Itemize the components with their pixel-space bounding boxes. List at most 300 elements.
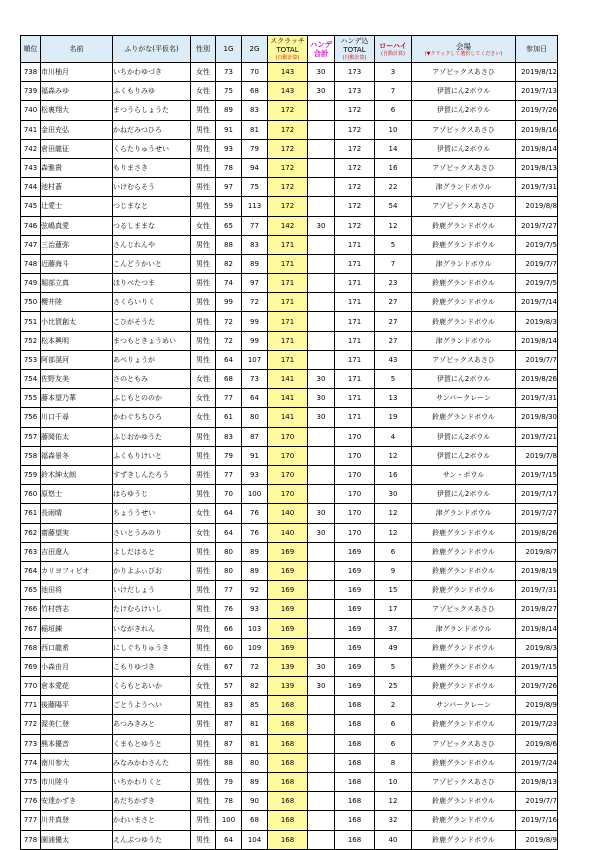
cell-rank: 767 [21, 619, 41, 638]
cell-venue[interactable]: 鈴鹿グランドボウル [412, 677, 516, 696]
cell-game2: 89 [242, 542, 268, 561]
cell-handicap-total: 168 [335, 830, 375, 849]
cell-date: 2019/8/19 [516, 561, 558, 580]
cell-venue[interactable]: 津グランドボウル [412, 331, 516, 350]
cell-date: 2019/7/26 [516, 101, 558, 120]
cell-name: 園浦優太 [41, 830, 113, 849]
cell-rank: 738 [21, 63, 41, 82]
cell-lowhigh: 30 [375, 485, 412, 504]
cell-scratch-total: 141 [268, 370, 308, 389]
cell-handicap-total: 170 [335, 427, 375, 446]
cell-rank: 777 [21, 811, 41, 830]
cell-game2: 82 [242, 677, 268, 696]
cell-scratch-total: 168 [268, 715, 308, 734]
cell-kana: かりよふぃびお [113, 561, 191, 580]
cell-game1: 70 [216, 485, 242, 504]
cell-rank: 763 [21, 542, 41, 561]
cell-handicap-total: 170 [335, 446, 375, 465]
cell-rank: 778 [21, 830, 41, 849]
cell-handicap [308, 485, 335, 504]
cell-sex: 男性 [191, 753, 216, 772]
cell-name: 倉本愛花 [41, 677, 113, 696]
cell-sex: 女性 [191, 216, 216, 235]
cell-venue[interactable]: サンバークレーン [412, 389, 516, 408]
cell-lowhigh: 16 [375, 158, 412, 177]
cell-venue[interactable]: 伊賀にん2ボウル [412, 446, 516, 465]
cell-handicap [308, 772, 335, 791]
cell-venue[interactable]: 津グランドボウル [412, 504, 516, 523]
cell-name: 藤岡佑太 [41, 427, 113, 446]
cell-date: 2019/8/3 [516, 312, 558, 331]
cell-lowhigh: 27 [375, 293, 412, 312]
table-row [21, 101, 558, 120]
cell-sex: 男性 [191, 619, 216, 638]
cell-game1: 77 [216, 465, 242, 484]
cell-name: 小森由月 [41, 657, 113, 676]
cell-handicap-total: 169 [335, 581, 375, 600]
cell-game2: 83 [242, 235, 268, 254]
table-row [21, 830, 558, 849]
cell-date: 2019/7/17 [516, 485, 558, 504]
cell-scratch-total: 168 [268, 734, 308, 753]
table-row [21, 63, 558, 82]
cell-handicap-total: 168 [335, 696, 375, 715]
cell-name: 福森景冬 [41, 446, 113, 465]
cell-handicap-total: 170 [335, 504, 375, 523]
cell-handicap [308, 101, 335, 120]
cell-sex: 男性 [191, 446, 216, 465]
cell-scratch-total: 172 [268, 178, 308, 197]
cell-venue[interactable]: 鈴鹿グランドボウル [412, 830, 516, 849]
cell-rank: 741 [21, 120, 41, 139]
cell-handicap-total: 171 [335, 293, 375, 312]
cell-kana: くまもとゆうと [113, 734, 191, 753]
table-row [21, 158, 558, 177]
cell-sex: 男性 [191, 139, 216, 158]
cell-scratch-total: 139 [268, 657, 308, 676]
cell-handicap-total: 169 [335, 619, 375, 638]
cell-handicap [308, 619, 335, 638]
cell-handicap [308, 235, 335, 254]
cell-rank: 744 [21, 178, 41, 197]
cell-venue[interactable]: 鈴鹿グランドボウル [412, 293, 516, 312]
cell-venue[interactable]: 鈴鹿グランドボウル [412, 657, 516, 676]
cell-handicap [308, 542, 335, 561]
cell-lowhigh: 7 [375, 254, 412, 273]
cell-name: 稲垣錬 [41, 619, 113, 638]
cell-game2: 107 [242, 350, 268, 369]
cell-kana: いけだしょう [113, 581, 191, 600]
cell-handicap [308, 446, 335, 465]
cell-venue[interactable]: サン・ボウル [412, 465, 516, 484]
cell-venue[interactable]: 伊賀にん2ボウル [412, 370, 516, 389]
cell-name: 市川柚月 [41, 63, 113, 82]
cell-venue[interactable]: アゾピックスあさひ [412, 350, 516, 369]
cell-game2: 87 [242, 427, 268, 446]
cell-handicap [308, 792, 335, 811]
cell-handicap-total: 169 [335, 600, 375, 619]
cell-rank: 742 [21, 139, 41, 158]
cell-rank: 768 [21, 638, 41, 657]
cell-venue[interactable]: 伊賀にん2ボウル [412, 485, 516, 504]
cell-name: 吉田遼人 [41, 542, 113, 561]
cell-game2: 97 [242, 274, 268, 293]
cell-scratch-total: 172 [268, 120, 308, 139]
cell-name: 鈴木紳太朗 [41, 465, 113, 484]
cell-date: 2019/7/13 [516, 82, 558, 101]
table-row [21, 600, 558, 619]
cell-lowhigh: 37 [375, 619, 412, 638]
cell-date: 2019/7/7 [516, 254, 558, 273]
cell-venue[interactable]: 鈴鹿グランドボウル [412, 581, 516, 600]
table-row [21, 82, 558, 101]
cell-venue[interactable]: 鈴鹿グランドボウル [412, 638, 516, 657]
cell-rank: 739 [21, 82, 41, 101]
cell-scratch-total: 170 [268, 446, 308, 465]
cell-handicap-total: 171 [335, 254, 375, 273]
table-row [21, 734, 558, 753]
cell-kana: よしだはると [113, 542, 191, 561]
cell-scratch-total: 170 [268, 485, 308, 504]
cell-rank: 747 [21, 235, 41, 254]
cell-venue[interactable]: アゾピックスあさひ [412, 120, 516, 139]
cell-game1: 75 [216, 82, 242, 101]
header-htotal-note: (自動計算) [342, 55, 367, 61]
cell-venue[interactable]: アゾピックスあさひ [412, 734, 516, 753]
cell-name: 渥美仁登 [41, 715, 113, 734]
cell-venue[interactable]: 津グランドボウル [412, 619, 516, 638]
cell-sex: 男性 [191, 101, 216, 120]
cell-handicap-total: 171 [335, 350, 375, 369]
cell-venue[interactable]: 鈴鹿グランドボウル [412, 523, 516, 542]
cell-lowhigh: 25 [375, 677, 412, 696]
cell-lowhigh: 40 [375, 830, 412, 849]
cell-lowhigh: 9 [375, 561, 412, 580]
cell-game1: 100 [216, 811, 242, 830]
cell-handicap-total: 169 [335, 657, 375, 676]
cell-game2: 91 [242, 446, 268, 465]
cell-venue[interactable]: 鈴鹿グランドボウル [412, 274, 516, 293]
header-scratch-line1: スクラッチ [270, 37, 305, 45]
cell-handicap: 30 [308, 63, 335, 82]
cell-date: 2019/8/27 [516, 600, 558, 619]
cell-lowhigh: 12 [375, 504, 412, 523]
cell-sex: 男性 [191, 830, 216, 849]
cell-venue[interactable]: 鈴鹿グランドボウル [412, 408, 516, 427]
cell-date: 2019/7/31 [516, 389, 558, 408]
cell-game1: 76 [216, 600, 242, 619]
header-scratch-line2: TOTAL [276, 46, 299, 54]
cell-name: 齋藤望実 [41, 523, 113, 542]
cell-game1: 72 [216, 312, 242, 331]
cell-scratch-total: 170 [268, 465, 308, 484]
cell-venue[interactable]: 鈴鹿グランドボウル [412, 753, 516, 772]
table-row [21, 331, 558, 350]
table-body [21, 63, 558, 850]
cell-date: 2019/7/16 [516, 811, 558, 830]
cell-handicap-total: 169 [335, 677, 375, 696]
cell-venue[interactable]: 伊賀にん2ボウル [412, 101, 516, 120]
cell-venue[interactable]: 鈴鹿グランドボウル [412, 312, 516, 331]
cell-venue[interactable]: 鈴鹿グランドボウル [412, 792, 516, 811]
header-lowhigh [375, 36, 412, 63]
cell-game2: 109 [242, 638, 268, 657]
cell-venue[interactable]: 伊賀にん2ボウル [412, 139, 516, 158]
cell-handicap [308, 734, 335, 753]
table-row [21, 657, 558, 676]
cell-game2: 76 [242, 504, 268, 523]
header-handicap [308, 36, 335, 63]
cell-lowhigh: 27 [375, 312, 412, 331]
cell-game1: 78 [216, 792, 242, 811]
cell-lowhigh: 43 [375, 350, 412, 369]
cell-rank: 761 [21, 504, 41, 523]
cell-handicap: 30 [308, 504, 335, 523]
cell-lowhigh: 6 [375, 734, 412, 753]
cell-handicap: 30 [308, 216, 335, 235]
cell-scratch-total: 171 [268, 235, 308, 254]
cell-sex: 男性 [191, 427, 216, 446]
cell-rank: 740 [21, 101, 41, 120]
cell-rank: 750 [21, 293, 41, 312]
table-row [21, 696, 558, 715]
cell-handicap-total: 169 [335, 638, 375, 657]
cell-game1: 88 [216, 235, 242, 254]
table-row [21, 427, 558, 446]
cell-kana: こひがそうた [113, 312, 191, 331]
cell-sex: 女性 [191, 408, 216, 427]
cell-sex: 男性 [191, 312, 216, 331]
cell-lowhigh: 12 [375, 216, 412, 235]
cell-handicap-total: 171 [335, 274, 375, 293]
cell-rank: 774 [21, 753, 41, 772]
cell-name: 熊本優音 [41, 734, 113, 753]
cell-venue[interactable]: 鈴鹿グランドボウル [412, 715, 516, 734]
cell-date: 2019/8/14 [516, 331, 558, 350]
cell-date: 2019/7/5 [516, 274, 558, 293]
cell-venue[interactable]: 鈴鹿グランドボウル [412, 542, 516, 561]
cell-game2: 70 [242, 63, 268, 82]
table-row [21, 216, 558, 235]
cell-lowhigh: 19 [375, 408, 412, 427]
cell-date: 2019/7/7 [516, 350, 558, 369]
cell-game1: 74 [216, 274, 242, 293]
cell-rank: 770 [21, 677, 41, 696]
cell-sex: 女性 [191, 370, 216, 389]
cell-lowhigh: 17 [375, 600, 412, 619]
cell-handicap-total: 170 [335, 485, 375, 504]
cell-scratch-total: 170 [268, 427, 308, 446]
cell-kana: さくらいりく [113, 293, 191, 312]
cell-game2: 75 [242, 178, 268, 197]
cell-kana: ふじおかゆうた [113, 427, 191, 446]
cell-scratch-total: 172 [268, 197, 308, 216]
cell-rank: 772 [21, 715, 41, 734]
cell-name: 松本興明 [41, 331, 113, 350]
cell-scratch-total: 171 [268, 312, 308, 331]
header-lowhigh-note: (自動計算) [381, 50, 405, 57]
cell-game1: 57 [216, 677, 242, 696]
cell-rank: 743 [21, 158, 41, 177]
cell-game1: 64 [216, 830, 242, 849]
cell-game2: 93 [242, 465, 268, 484]
cell-sex: 男性 [191, 485, 216, 504]
cell-date: 2019/8/14 [516, 139, 558, 158]
table-row [21, 408, 558, 427]
cell-kana: ほりべたつま [113, 274, 191, 293]
cell-game2: 76 [242, 523, 268, 542]
cell-date: 2019/7/21 [516, 427, 558, 446]
cell-venue[interactable]: 鈴鹿グランドボウル [412, 216, 516, 235]
cell-name: 川口千尋 [41, 408, 113, 427]
cell-game1: 99 [216, 293, 242, 312]
cell-name: 安達かずき [41, 792, 113, 811]
cell-handicap: 30 [308, 523, 335, 542]
cell-handicap: 30 [308, 370, 335, 389]
cell-game2: 85 [242, 696, 268, 715]
cell-venue[interactable]: 伊賀にん2ボウル [412, 427, 516, 446]
cell-sex: 男性 [191, 581, 216, 600]
cell-game1: 91 [216, 120, 242, 139]
cell-kana: まつうらしょうた [113, 101, 191, 120]
cell-sex: 男性 [191, 696, 216, 715]
cell-date: 2019/8/26 [516, 523, 558, 542]
cell-venue[interactable]: アゾピックスあさひ [412, 600, 516, 619]
cell-kana: にしぐちりゅうき [113, 638, 191, 657]
cell-sex: 男性 [191, 197, 216, 216]
cell-lowhigh: 15 [375, 581, 412, 600]
cell-lowhigh: 10 [375, 772, 412, 791]
cell-sex: 男性 [191, 811, 216, 830]
cell-scratch-total: 143 [268, 82, 308, 101]
table-row [21, 677, 558, 696]
table-row [21, 370, 558, 389]
cell-venue[interactable]: サンバークレーン [412, 696, 516, 715]
table-row [21, 178, 558, 197]
cell-date: 2019/7/15 [516, 465, 558, 484]
cell-sex: 女性 [191, 504, 216, 523]
cell-venue[interactable]: アゾピックスあさひ [412, 158, 516, 177]
cell-handicap-total: 172 [335, 158, 375, 177]
cell-kana: さいとうみのり [113, 523, 191, 542]
cell-rank: 746 [21, 216, 41, 235]
cell-kana: ふくもりけいと [113, 446, 191, 465]
cell-handicap-total: 168 [335, 715, 375, 734]
cell-venue[interactable]: アゾピックスあさひ [412, 772, 516, 791]
cell-game2: 80 [242, 408, 268, 427]
cell-game1: 78 [216, 158, 242, 177]
cell-rank: 752 [21, 331, 41, 350]
cell-sex: 男性 [191, 178, 216, 197]
cell-lowhigh: 12 [375, 446, 412, 465]
cell-kana: さのともみ [113, 370, 191, 389]
cell-rank: 757 [21, 427, 41, 446]
cell-kana: ふくもりみゆ [113, 82, 191, 101]
cell-handicap [308, 197, 335, 216]
cell-venue[interactable]: 鈴鹿グランドボウル [412, 235, 516, 254]
cell-handicap-total: 172 [335, 101, 375, 120]
cell-venue[interactable]: 津グランドボウル [412, 178, 516, 197]
cell-game2: 68 [242, 811, 268, 830]
header-game2: 2G [242, 36, 268, 63]
cell-lowhigh: 2 [375, 696, 412, 715]
cell-kana: はらゆうじ [113, 485, 191, 504]
cell-game2: 72 [242, 293, 268, 312]
cell-handicap: 30 [308, 82, 335, 101]
cell-date: 2019/8/8 [516, 197, 558, 216]
cell-kana: いながきれん [113, 619, 191, 638]
cell-venue[interactable]: アゾピックスあさひ [412, 63, 516, 82]
cell-game2: 80 [242, 753, 268, 772]
cell-scratch-total: 141 [268, 408, 308, 427]
cell-game1: 64 [216, 523, 242, 542]
cell-scratch-total: 168 [268, 830, 308, 849]
cell-game2: 73 [242, 370, 268, 389]
cell-lowhigh: 12 [375, 523, 412, 542]
cell-game1: 87 [216, 715, 242, 734]
cell-handicap [308, 696, 335, 715]
cell-scratch-total: 172 [268, 101, 308, 120]
cell-name: 南川参大 [41, 753, 113, 772]
cell-kana: かねだみつひろ [113, 120, 191, 139]
cell-kana: ごとうようへい [113, 696, 191, 715]
cell-scratch-total: 169 [268, 542, 308, 561]
cell-handicap [308, 600, 335, 619]
cell-rank: 749 [21, 274, 41, 293]
header-sex: 性別 [191, 36, 216, 63]
cell-rank: 769 [21, 657, 41, 676]
cell-game1: 97 [216, 178, 242, 197]
cell-venue[interactable]: 津グランドボウル [412, 254, 516, 273]
table-row [21, 312, 558, 331]
cell-date: 2019/7/27 [516, 216, 558, 235]
cell-rank: 766 [21, 600, 41, 619]
cell-venue[interactable]: 鈴鹿グランドボウル [412, 811, 516, 830]
cell-game2: 90 [242, 792, 268, 811]
cell-date: 2019/8/9 [516, 696, 558, 715]
table-row [21, 254, 558, 273]
cell-scratch-total: 171 [268, 254, 308, 273]
cell-kana: こんどうかいと [113, 254, 191, 273]
cell-handicap-total: 171 [335, 389, 375, 408]
cell-sex: 男性 [191, 561, 216, 580]
header-name: 名前 [41, 36, 113, 63]
cell-handicap [308, 293, 335, 312]
cell-name: 池村蒼 [41, 178, 113, 197]
cell-game1: 65 [216, 216, 242, 235]
cell-venue[interactable]: 鈴鹿グランドボウル [412, 561, 516, 580]
cell-handicap-total: 168 [335, 734, 375, 753]
table-row [21, 561, 558, 580]
cell-venue[interactable]: アゾピックスあさひ [412, 197, 516, 216]
cell-sex: 男性 [191, 293, 216, 312]
cell-game2: 79 [242, 139, 268, 158]
cell-name: 市川陸斗 [41, 772, 113, 791]
cell-name: 後藤陽平 [41, 696, 113, 715]
cell-handicap: 30 [308, 657, 335, 676]
cell-game1: 82 [216, 254, 242, 273]
cell-name: 弦嶋真愛 [41, 216, 113, 235]
cell-game2: 103 [242, 619, 268, 638]
cell-kana: もりまさき [113, 158, 191, 177]
cell-handicap-total: 168 [335, 772, 375, 791]
cell-venue[interactable]: 伊賀にん2ボウル [412, 82, 516, 101]
header-htotal-line2: TOTAL [343, 46, 366, 54]
cell-date: 2019/8/9 [516, 830, 558, 849]
cell-rank: 765 [21, 581, 41, 600]
cell-sex: 男性 [191, 715, 216, 734]
cell-game1: 89 [216, 101, 242, 120]
